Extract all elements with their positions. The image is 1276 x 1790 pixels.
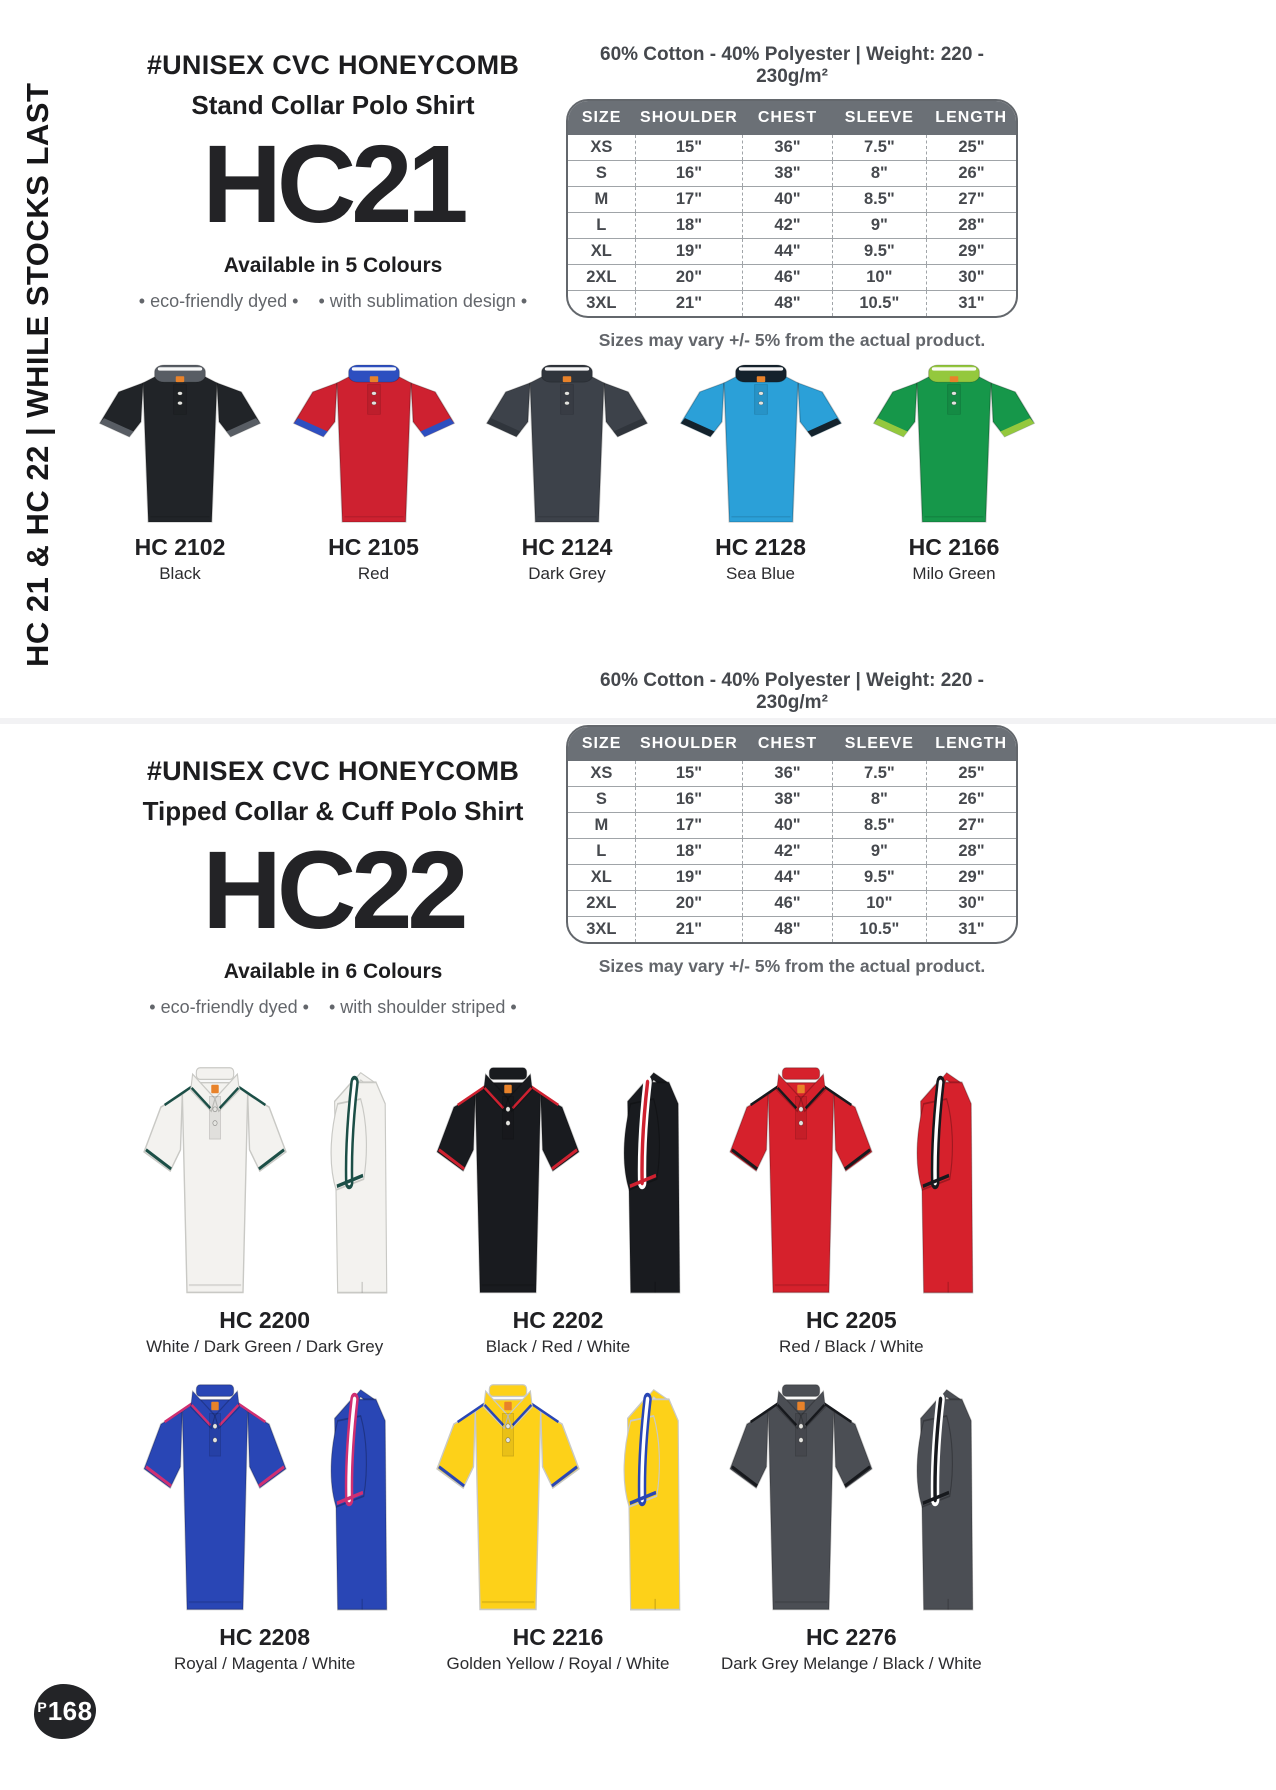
- size-cell: 29": [926, 865, 1016, 891]
- size-table: [568, 101, 1016, 316]
- polo-side-illustration: [600, 1373, 692, 1618]
- size-cell: M: [568, 813, 635, 839]
- size-cell: 7.5": [832, 761, 926, 787]
- hc22-category: #UNISEX CVC HONEYCOMB: [146, 756, 520, 786]
- size-table-body: [568, 135, 1016, 316]
- size-table-col-chest: CHEST: [743, 727, 833, 761]
- size-cell: 17": [635, 813, 743, 839]
- size-cell: 19": [635, 865, 743, 891]
- feature-item: • eco-friendly dyed •: [149, 996, 309, 1017]
- size-cell: 10.5": [832, 917, 926, 943]
- size-cell: XS: [568, 135, 635, 161]
- size-cell: 7.5": [832, 135, 926, 161]
- product-photo: [858, 356, 1050, 528]
- product-card-hc-2205: [705, 1056, 998, 1357]
- product-code: HC 2208: [219, 1624, 311, 1650]
- size-table-col-length: LENGTH: [926, 727, 1016, 761]
- size-cell: 15": [635, 761, 743, 787]
- size-cell: 42": [743, 213, 833, 239]
- size-table-row: [568, 187, 1016, 213]
- feature-item: • with sublimation design •: [318, 290, 528, 311]
- size-cell: 29": [926, 239, 1016, 265]
- hc22-spec-block: [566, 670, 1018, 977]
- polo-front-illustration: [666, 356, 856, 528]
- hc21-product-code: HC21: [202, 123, 464, 246]
- size-cell: 16": [635, 161, 743, 187]
- size-cell: XS: [568, 761, 635, 787]
- page-number: 168: [47, 1696, 93, 1726]
- hc21-availability: Available in 5 Colours: [223, 253, 443, 277]
- polo-front-illustration: [424, 1056, 592, 1301]
- polo-front-illustration: [424, 1373, 592, 1618]
- product-photo: [705, 1373, 998, 1618]
- size-cell: 18": [635, 213, 743, 239]
- size-cell: 31": [958, 920, 985, 938]
- polo-side-illustration: [600, 1056, 692, 1301]
- size-cell: S: [568, 161, 635, 187]
- size-cell: 19": [635, 239, 743, 265]
- product-photo: [411, 1056, 704, 1301]
- size-cell: 26": [926, 787, 1016, 813]
- size-table-col-shoulder: SHOULDER: [635, 727, 743, 761]
- product-code: HC 2202: [512, 1307, 604, 1333]
- size-cell: 40": [743, 187, 833, 213]
- polo-front-illustration: [717, 1056, 885, 1301]
- product-photo: [278, 356, 470, 528]
- feature-item: • eco-friendly dyed •: [138, 290, 299, 311]
- size-cell: 10": [832, 891, 926, 917]
- size-cell: 40": [743, 813, 833, 839]
- size-cell: 38": [743, 787, 833, 813]
- size-cell: 8.5": [832, 187, 926, 213]
- sidebar-vertical-label: HC 21 & HC 22 | WHILE STOCKS LAST: [20, 82, 55, 668]
- product-code: HC 2200: [219, 1307, 311, 1333]
- product-colour: Black: [159, 564, 201, 583]
- size-cell: L: [568, 213, 635, 239]
- size-cell: 44": [743, 239, 833, 265]
- hc22-size-table-frame: [566, 725, 1018, 944]
- product-code: HC 2124: [521, 534, 613, 560]
- size-table-row: [568, 813, 1016, 839]
- size-cell: 9.5": [832, 865, 926, 891]
- size-note: Sizes may vary +/- 5% from the actual product.: [598, 956, 986, 976]
- size-cell: 8": [832, 161, 926, 187]
- size-table-row: [568, 761, 1016, 787]
- product-colour: Royal / Magenta / White: [173, 1654, 356, 1673]
- size-cell: 18": [635, 839, 743, 865]
- size-cell: 17": [635, 187, 743, 213]
- hc22-title-block: [110, 756, 556, 1018]
- size-cell: 30": [926, 891, 1016, 917]
- size-cell: 28": [926, 213, 1016, 239]
- size-cell: 9": [832, 213, 926, 239]
- size-cell: 38": [743, 161, 833, 187]
- hc22-subtitle: Tipped Collar & Cuff Polo Shirt: [142, 796, 524, 826]
- polo-front-illustration: [279, 356, 469, 528]
- hc21-spec-block: [566, 44, 1018, 351]
- size-table-row: [568, 135, 1016, 161]
- size-table-col-chest: CHEST: [743, 101, 833, 135]
- product-colour: Dark Grey: [528, 564, 606, 583]
- polo-front-illustration: [131, 1373, 299, 1618]
- polo-side-illustration: [307, 1056, 399, 1301]
- product-code: HC 2105: [328, 534, 419, 560]
- size-cell: 8.5": [832, 813, 926, 839]
- size-cell: 46": [743, 891, 833, 917]
- hc22-products: [118, 1056, 998, 1674]
- polo-side-illustration: [893, 1373, 985, 1618]
- size-cell: 48": [743, 291, 833, 317]
- size-table: [568, 727, 1016, 942]
- size-table-row: [568, 213, 1016, 239]
- fabric-info: 60% Cotton - 40% Polyester | Weight: 220 - 230g/m²: [600, 670, 984, 713]
- size-cell: 36": [743, 761, 833, 787]
- product-card-hc-2200: [118, 1056, 411, 1357]
- size-table-col-length: LENGTH: [926, 101, 1016, 135]
- size-cell: 42": [743, 839, 833, 865]
- product-photo: [118, 1373, 411, 1618]
- fabric-info: 60% Cotton - 40% Polyester | Weight: 220 - 230g/m²: [600, 44, 984, 87]
- hc21-category: #UNISEX CVC HONEYCOMB: [146, 50, 520, 80]
- size-cell: 27": [926, 187, 1016, 213]
- size-cell: 26": [926, 161, 1016, 187]
- product-colour: Black / Red / White: [485, 1337, 631, 1356]
- size-cell: L: [568, 839, 635, 865]
- size-cell: M: [568, 187, 635, 213]
- size-cell: 9.5": [832, 239, 926, 265]
- size-cell: 9": [832, 839, 926, 865]
- size-table-row: [568, 787, 1016, 813]
- size-table-row: [568, 865, 1016, 891]
- size-table-row: [568, 161, 1016, 187]
- hc21-features: [110, 291, 556, 312]
- size-table-col-size: SIZE: [568, 727, 635, 761]
- size-cell: 36": [743, 135, 833, 161]
- hc21-size-table-frame: [566, 99, 1018, 318]
- size-cell: 3XL: [568, 291, 635, 317]
- product-photo: [411, 1373, 704, 1618]
- polo-side-illustration: [307, 1373, 399, 1618]
- size-table-row: [568, 839, 1016, 865]
- polo-front-illustration: [85, 356, 275, 528]
- size-cell: 2XL: [568, 891, 635, 917]
- size-table-row: [568, 239, 1016, 265]
- product-code: HC 2216: [512, 1624, 604, 1650]
- size-note: Sizes may vary +/- 5% from the actual product.: [598, 330, 986, 350]
- size-table-header-row: [568, 727, 1016, 761]
- size-cell: 30": [926, 265, 1016, 291]
- product-card-hc-2208: [118, 1373, 411, 1674]
- size-table-header: [568, 727, 1016, 761]
- size-table-col-sleeve: SLEEVE: [832, 101, 926, 135]
- product-photo: [118, 1056, 411, 1301]
- product-card-hc-2105: [278, 356, 470, 584]
- product-photo: [665, 356, 857, 528]
- hc22-features: [110, 997, 556, 1018]
- size-table-row: [568, 891, 1016, 917]
- product-colour: Milo Green: [912, 564, 996, 583]
- size-cell: 21": [635, 291, 743, 317]
- product-card-hc-2124: [471, 356, 663, 584]
- size-cell: 25": [926, 761, 1016, 787]
- size-cell: 16": [635, 787, 743, 813]
- product-card-hc-2216: [411, 1373, 704, 1674]
- product-photo: [84, 356, 276, 528]
- product-card-hc-2128: [665, 356, 857, 584]
- product-colour: White / Dark Green / Dark Grey: [146, 1337, 384, 1356]
- size-cell: XL: [568, 239, 635, 265]
- size-table-row: [568, 265, 1016, 291]
- hc21-products: [84, 356, 1050, 584]
- size-cell: 25": [926, 135, 1016, 161]
- size-cell: 21": [635, 917, 743, 943]
- product-code: HC 2205: [805, 1307, 897, 1333]
- size-cell: 10": [832, 265, 926, 291]
- product-colour: Dark Grey Melange / Black / White: [720, 1654, 982, 1673]
- size-cell: 44": [743, 865, 833, 891]
- product-colour: Red / Black / White: [779, 1337, 924, 1356]
- size-table-header: [568, 101, 1016, 135]
- size-cell: 31": [958, 294, 985, 312]
- product-colour: Golden Yellow / Royal / White: [446, 1654, 670, 1673]
- feature-item: • with shoulder striped •: [328, 996, 517, 1017]
- polo-side-illustration: [893, 1056, 985, 1301]
- polo-front-illustration: [131, 1056, 299, 1301]
- size-cell: 48": [743, 917, 833, 943]
- product-card-hc-2276: [705, 1373, 998, 1674]
- size-cell: 28": [926, 839, 1016, 865]
- polo-front-illustration: [859, 356, 1049, 528]
- size-table-header-row: [568, 101, 1016, 135]
- product-code: HC 2166: [908, 534, 1000, 560]
- size-table-col-size: SIZE: [568, 101, 635, 135]
- hc22-product-code: HC22: [202, 829, 464, 952]
- size-cell: 2XL: [568, 265, 635, 291]
- product-code: HC 2128: [715, 534, 806, 560]
- size-cell: 10.5": [832, 291, 926, 317]
- product-colour: Red: [357, 564, 390, 583]
- polo-front-illustration: [472, 356, 662, 528]
- product-card-hc-2202: [411, 1056, 704, 1357]
- size-cell: 8": [832, 787, 926, 813]
- size-cell: 3XL: [568, 917, 635, 943]
- page-prefix: P: [37, 1699, 47, 1715]
- product-code: HC 2276: [805, 1624, 897, 1650]
- hc21-title-block: [110, 50, 556, 312]
- product-card-hc-2166: [858, 356, 1050, 584]
- size-cell: 15": [635, 135, 743, 161]
- size-cell: XL: [568, 865, 635, 891]
- hc22-availability: Available in 6 Colours: [223, 959, 443, 983]
- product-colour: Sea Blue: [726, 564, 795, 583]
- size-cell: 27": [926, 813, 1016, 839]
- size-table-body: [568, 761, 1016, 942]
- size-table-row: [568, 917, 1016, 943]
- size-cell: 46": [743, 265, 833, 291]
- product-photo: [705, 1056, 998, 1301]
- product-photo: [471, 356, 663, 528]
- size-table-col-shoulder: SHOULDER: [635, 101, 743, 135]
- size-cell: S: [568, 787, 635, 813]
- size-table-col-sleeve: SLEEVE: [832, 727, 926, 761]
- size-table-row: [568, 291, 1016, 317]
- product-card-hc-2102: [84, 356, 276, 584]
- size-cell: 20": [635, 265, 743, 291]
- polo-front-illustration: [717, 1373, 885, 1618]
- page-number-badge: [34, 1684, 96, 1739]
- size-cell: 20": [635, 891, 743, 917]
- product-code: HC 2102: [134, 534, 226, 560]
- hc21-subtitle: Stand Collar Polo Shirt: [191, 90, 475, 120]
